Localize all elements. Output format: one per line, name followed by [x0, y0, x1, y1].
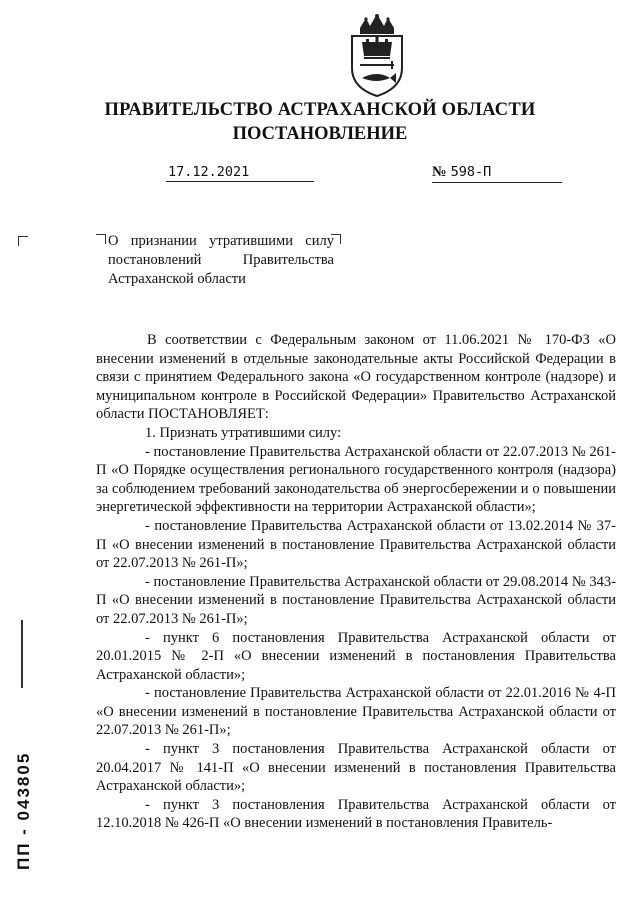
margin-corner-mark — [18, 236, 28, 246]
body-paragraph-clause: 1. Признать утратившими силу: — [145, 424, 342, 441]
document-number-line — [432, 164, 562, 183]
body-paragraph-preamble: В соответствии с Федеральным законом от 11.06.2021 № 170-ФЗ «О внесении изменений в отдельные законодательные акты Российской Федерации в связи с принятием Федерального закона «О государственном контроле (надзоре) и муниципальном контроле в Российской Федерации» Правительство Астраханской области ПОСТАНОВЛЯЕТ: — [96, 332, 616, 423]
body-list-item: - постановление Правительства Астраханской области от 13.02.2014 № 37-П «О внесении изменений в постановление Правительства Астраханской области от 22.07.2013 № 261-П»; — [96, 517, 616, 572]
government-name: ПРАВИТЕЛЬСТВО АСТРАХАНСКОЙ ОБЛАСТИ — [104, 100, 536, 120]
margin-line — [21, 620, 23, 688]
subject-line: постановлений Правительства — [108, 252, 334, 268]
number-label: № — [432, 164, 447, 180]
document-date: 17.12.2021 — [166, 164, 314, 182]
body-list-item: - постановление Правительства Астраханской области от 22.07.2013 № 261-П «О Порядке осуществления регионального государственного контроля (надзора) за соблюдением требований законодательства об энергосбережении и о повышении энергетической эффективности на территории Астраханской области»; — [96, 443, 616, 516]
document-number: 598-П — [450, 164, 492, 180]
body-list-item: - пункт 3 постановления Правительства Астраханской области от 12.10.2018 № 426-П «О внесении изменений в постановления Правитель- — [96, 796, 616, 832]
document-type: ПОСТАНОВЛЕНИЕ — [232, 124, 408, 144]
subject-line: О признании утратившими силу — [108, 233, 334, 249]
body-list-item: - постановление Правительства Астраханской области от 29.08.2014 № 343-П «О внесении изменений в постановление Правительства Астраханской области от 22.07.2013 № 261-П»; — [96, 573, 616, 627]
subject-line: Астраханской области — [108, 271, 246, 287]
form-serial-number: ПП - 043805 — [14, 751, 33, 870]
body-list-item: - пункт 3 постановления Правительства Астраханской области от 20.04.2017 № 141-П «О внесении изменений в постановления Правительства Астраханской области»; — [96, 741, 616, 795]
body-list-item: - пункт 6 постановления Правительства Астраханской области от 20.01.2015 № 2-П «О внесении изменений в постановления Правительства Астраханской области»; — [96, 629, 616, 683]
subject-bracket-left — [96, 234, 106, 244]
body-list-item: - постановление Правительства Астраханской области от 22.01.2016 № 4-П «О внесении изменений в постановление Правительства Астраханской области от 22.07.2013 № 261-П»; — [96, 685, 616, 739]
document-body — [96, 331, 616, 833]
document-subject — [108, 232, 334, 289]
astrakhan-coat-of-arms-icon — [346, 14, 408, 98]
